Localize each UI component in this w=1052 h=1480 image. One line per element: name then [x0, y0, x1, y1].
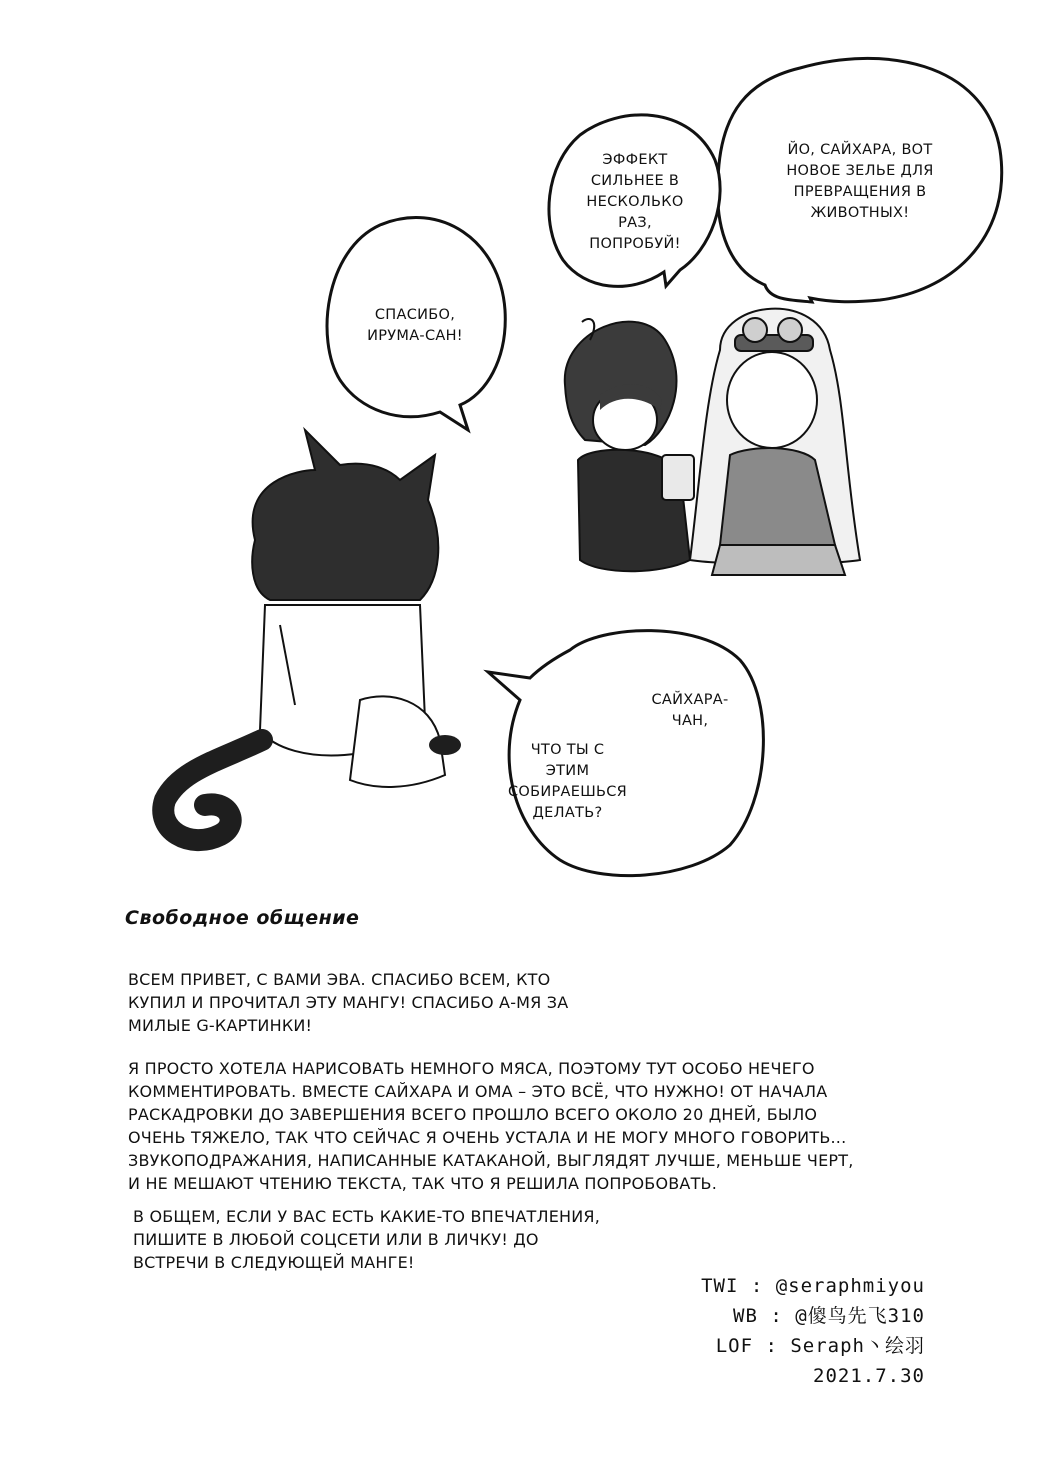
bubble-line: СИЛЬНЕЕ В	[590, 173, 680, 189]
bubble-line: СПАСИБО,	[374, 307, 456, 323]
paragraph-line: В ОБЩЕМ, ЕСЛИ У ВАС ЕСТЬ КАКИЕ-ТО ВПЕЧАТЛЕНИЯ,	[133, 1207, 601, 1226]
paragraph-line: ПИШИТЕ В ЛЮБОЙ СОЦСЕТИ ИЛИ В ЛИЧКУ! ДО	[133, 1230, 539, 1249]
afterword-paragraph-2	[128, 1057, 854, 1195]
paragraph-line: Я ПРОСТО ХОТЕЛА НАРИСОВАТЬ НЕМНОГО МЯСА, ПОЭТОМУ ТУТ ОСОБО НЕЧЕГО	[128, 1059, 815, 1078]
credit-weibo: WB : @傻鸟先飞310	[733, 1305, 925, 1327]
bubble-line: ЖИВОТНЫХ!	[810, 205, 910, 221]
bubble-line: ЧТО ТЫ С	[530, 742, 605, 758]
paragraph-line: ВСТРЕЧИ В СЛЕДУЮЩЕЙ МАНГЕ!	[133, 1253, 415, 1272]
paragraph-line: РАСКАДРОВКИ ДО ЗАВЕРШЕНИЯ ВСЕГО ПРОШЛО ВСЕГО ОКОЛО 20 ДНЕЙ, БЫЛО	[128, 1105, 818, 1124]
bubble-line: НОВОЕ ЗЕЛЬЕ ДЛЯ	[786, 163, 934, 179]
afterword-title: Свободное общение	[125, 907, 360, 929]
bubble-text-bottom-b	[505, 740, 630, 824]
bubble-line: ИРУМА-САН!	[367, 328, 463, 344]
bubble-line: ПРЕВРАЩЕНИЯ В	[793, 184, 927, 200]
character-oma	[163, 430, 461, 840]
paragraph-line: И НЕ МЕШАЮТ ЧТЕНИЮ ТЕКСТА, ТАК ЧТО Я РЕШИЛА ПОПРОБОВАТЬ.	[128, 1174, 718, 1193]
bubble-line: ПОПРОБУЙ!	[589, 236, 681, 252]
paragraph-line: ВСЕМ ПРИВЕТ, С ВАМИ ЭВА. СПАСИБО ВСЕМ, КТО	[128, 970, 551, 989]
bubble-line: РАЗ,	[618, 215, 652, 231]
bubble-line: ЭТИМ	[545, 763, 590, 779]
bubble-line: САЙХАРА-	[651, 692, 729, 708]
bubble-line: ЧАН,	[671, 713, 709, 729]
bubble-line: СОБИРАЕШЬСЯ	[507, 784, 628, 800]
afterword-paragraph-3	[133, 1205, 600, 1274]
bubble-text-bottom-a	[630, 690, 750, 732]
character-saihara	[565, 319, 694, 571]
paragraph-line: ОЧЕНЬ ТЯЖЕЛО, ТАК ЧТО СЕЙЧАС Я ОЧЕНЬ УСТАЛА И НЕ МОГУ МНОГО ГОВОРИТЬ...	[128, 1128, 847, 1147]
credit-date: 2021.7.30	[813, 1365, 925, 1387]
paragraph-line: КОММЕНТИРОВАТЬ. ВМЕСТЕ САЙХАРА И ОМА – ЭТО ВСЁ, ЧТО НУЖНО! ОТ НАЧАЛА	[128, 1082, 828, 1101]
paragraph-line: ЗВУКОПОДРАЖАНИЯ, НАПИСАННЫЕ КАТАКАНОЙ, ВЫГЛЯДЯТ ЛУЧШЕ, МЕНЬШЕ ЧЕРТ,	[128, 1151, 854, 1170]
afterword-paragraph-1	[128, 968, 568, 1037]
bubble-line: НЕСКОЛЬКО	[586, 194, 684, 210]
bubble-line: ЙО, САЙХАРА, ВОТ	[787, 142, 933, 158]
bubble-line: ЭФФЕКТ	[602, 152, 668, 168]
author-credits	[701, 1271, 925, 1391]
credit-lofter: LOF : Seraph丶绘羽	[715, 1335, 925, 1357]
paragraph-line: КУПИЛ И ПРОЧИТАЛ ЭТУ МАНГУ! СПАСИБО А-МЯ ЗА	[128, 993, 569, 1012]
bubble-text-middle	[565, 150, 705, 255]
bubble-line: ДЕЛАТЬ?	[532, 805, 603, 821]
bubble-text-right	[745, 140, 975, 224]
paragraph-line: МИЛЫЕ G-КАРТИНКИ!	[128, 1016, 313, 1035]
character-iruma	[690, 309, 860, 575]
credit-twitter: TWI : @seraphmiyou	[701, 1275, 925, 1297]
bubble-text-left	[335, 305, 495, 347]
